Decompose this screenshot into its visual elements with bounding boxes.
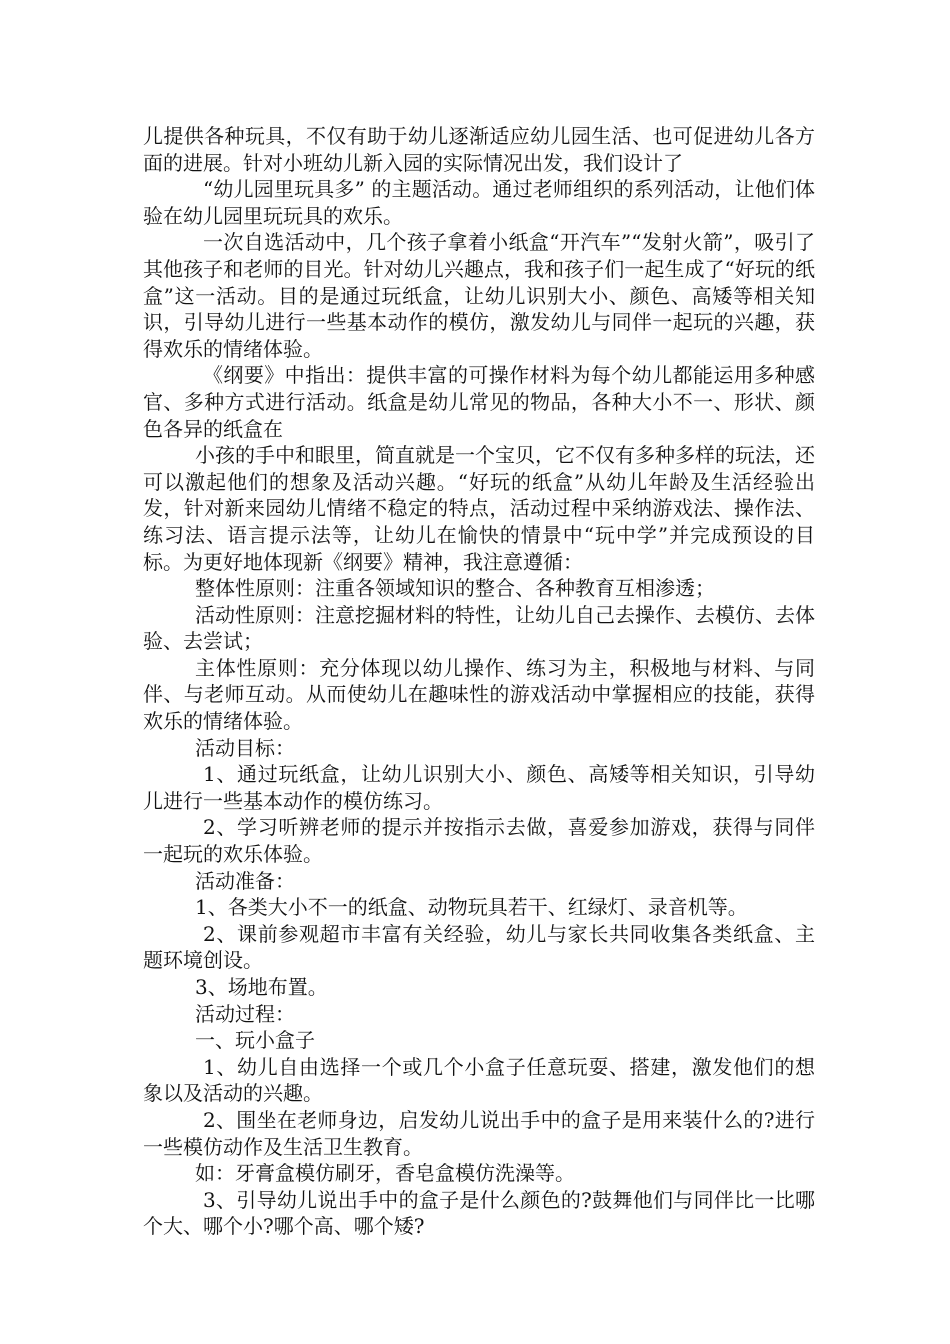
paragraph-goal-1: 1、通过玩纸盒，让幼儿识别大小、颜色、高矮等相关知识，引导幼儿进行一些基本动作的模仿练习。: [143, 762, 815, 813]
paragraph-principle-activity: 活动性原则：注意挖掘材料的特性，让幼儿自己去操作、去模仿、去体验、去尝试；: [143, 602, 815, 654]
paragraph-preparation-3: 3、场地布置。: [195, 975, 328, 999]
document-body: [143, 123, 815, 1240]
paragraph-preparation-1: 1、各类大小不一的纸盒、动物玩具若干、红绿灯、录音机等。: [195, 895, 748, 920]
heading-activity-goals: 活动目标：: [195, 735, 295, 760]
heading-activity-process: 活动过程：: [195, 1001, 295, 1026]
paragraph-process-3: 3、引导幼儿说出手中的盒子是什么颜色的?鼓舞他们与同伴比一比哪个大、哪个小?哪个高、哪个矮?: [143, 1187, 815, 1239]
paragraph-preparation-2: 2、课前参观超市丰富有关经验，幼儿与家长共同收集各类纸盒、主题环境创设。: [143, 921, 815, 973]
paragraph-process-2: 2、围坐在老师身边，启发幼儿说出手中的盒子是用来装什么的?进行一些模仿动作及生活卫生教育。: [143, 1107, 815, 1159]
paragraph-child-treasure: 小孩的手中和眼里，简直就是一个宝贝，它不仅有多种多样的玩法，还可以激起他们的想象及活动兴趣。“好玩的纸盒”从幼儿年龄及生活经验出发，针对新来园幼儿情绪不稳定的特点，活动过程中采纳游戏法、操作法、练习法、语言提示法等，让幼儿在愉快的情景中“玩中学”并完成预设的目标。为更好地体现新《纲要》精神，我注意遵循：: [143, 443, 815, 574]
paragraph-theme-activity: “幼儿园里玩具多” 的主题活动。通过老师组织的系列活动，让他们体验在幼儿园里玩玩具的欢乐。: [143, 177, 815, 228]
paragraph-principle-subject: 主体性原则：充分体现以幼儿操作、练习为主，积极地与材料、与同伴、与老师互动。从而使幼儿在趣味性的游戏活动中掌握相应的技能，获得欢乐的情绪体验。: [143, 655, 815, 734]
heading-play-small-box: 一、玩小盒子: [195, 1028, 315, 1053]
paragraph-principle-integrity: 整体性原则：注重各领域知识的整合、各种教育互相渗透；: [195, 576, 715, 601]
paragraph-intro-continued: 儿提供各种玩具，不仅有助于幼儿逐渐适应幼儿园生活、也可促进幼儿各方面的进展。针对小班幼儿新入园的实际情况出发，我们设计了: [143, 124, 815, 175]
paragraph-free-choice-activity: 一次自选活动中，几个孩子拿着小纸盒“开汽车”“发射火箭”，吸引了其他孩子和老师的目光。针对幼儿兴趣点，我和孩子们一起生成了“好玩的纸盒”这一活动。目的是通过玩纸盒，让幼儿识别大小、颜色、高矮等相关知识，引导幼儿进行一些基本动作的模仿，激发幼儿与同伴一起玩的兴趣，获得欢乐的情绪体验。: [143, 230, 815, 361]
paragraph-goal-2: 2、学习听辨老师的提示并按指示去做，喜爱参加游戏，获得与同伴一起玩的欢乐体验。: [143, 815, 815, 867]
paragraph-process-1: 1、幼儿自由选择一个或几个小盒子任意玩耍、搭建，激发他们的想象以及活动的兴趣。: [143, 1054, 815, 1106]
paragraph-guideline-quote: 《纲要》中指出：提供丰富的可操作材料为每个幼儿都能运用多种感官、多种方式进行活动。纸盒是幼儿常见的物品，各种大小不一、形状、颜色各异的纸盒在: [143, 363, 815, 441]
paragraph-process-example: 如：牙膏盒模仿刷牙，香皂盒模仿洗澡等。: [195, 1161, 575, 1186]
heading-activity-preparation: 活动准备：: [195, 868, 295, 893]
